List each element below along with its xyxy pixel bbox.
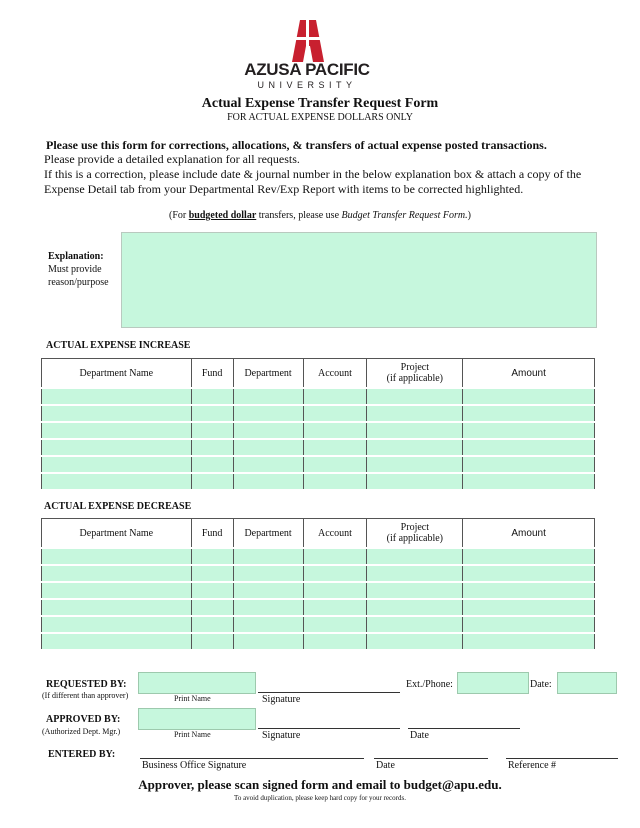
col-project bbox=[367, 359, 463, 389]
dept-name-cell[interactable] bbox=[42, 616, 192, 633]
col-department: Department bbox=[233, 519, 303, 549]
amount-cell[interactable] bbox=[463, 616, 595, 633]
requested-signature-line[interactable] bbox=[258, 692, 400, 693]
budgeted-dollar-link: budgeted dollar bbox=[188, 210, 257, 221]
approved-signature-label: Signature bbox=[262, 730, 301, 741]
table-row bbox=[42, 633, 595, 650]
explanation-title: Explanation: bbox=[48, 251, 104, 262]
amount-cell[interactable] bbox=[463, 405, 595, 422]
account-cell[interactable] bbox=[303, 388, 367, 405]
dept-name-cell[interactable] bbox=[42, 388, 192, 405]
requested-print-name-input[interactable] bbox=[138, 672, 256, 694]
amount-cell[interactable] bbox=[463, 582, 595, 599]
project-cell[interactable] bbox=[367, 565, 463, 582]
department-cell[interactable] bbox=[233, 422, 303, 439]
amount-cell[interactable] bbox=[463, 456, 595, 473]
decrease-table bbox=[41, 518, 595, 651]
col-project bbox=[367, 519, 463, 549]
account-cell[interactable] bbox=[303, 473, 367, 490]
fund-cell[interactable] bbox=[191, 388, 233, 405]
increase-title: ACTUAL EXPENSE INCREASE bbox=[46, 340, 191, 351]
project-cell[interactable] bbox=[367, 599, 463, 616]
approved-signature-line[interactable] bbox=[258, 728, 400, 729]
fund-cell[interactable] bbox=[191, 565, 233, 582]
amount-cell[interactable] bbox=[463, 633, 595, 650]
entered-date-label: Date bbox=[376, 760, 395, 771]
reference-line[interactable] bbox=[506, 758, 618, 759]
date-label: Date: bbox=[530, 679, 552, 690]
budget-note-prefix: (For bbox=[169, 210, 189, 221]
reference-label: Reference # bbox=[508, 760, 557, 771]
col-project-label: Project bbox=[400, 362, 429, 373]
department-cell[interactable] bbox=[233, 473, 303, 490]
col-fund: Fund bbox=[191, 359, 233, 389]
dept-name-cell[interactable] bbox=[42, 582, 192, 599]
amount-cell[interactable] bbox=[463, 548, 595, 565]
department-cell[interactable] bbox=[233, 405, 303, 422]
explanation-hint-2: reason/purpose bbox=[48, 277, 109, 288]
table-row bbox=[42, 439, 595, 456]
decrease-title: ACTUAL EXPENSE DECREASE bbox=[44, 501, 192, 512]
col-account: Account bbox=[303, 359, 367, 389]
dept-name-cell[interactable] bbox=[42, 456, 192, 473]
table-row bbox=[42, 456, 595, 473]
requested-date-input[interactable] bbox=[557, 672, 617, 694]
approved-date-label: Date bbox=[410, 730, 429, 741]
requested-by-label: REQUESTED BY: bbox=[46, 679, 127, 690]
account-cell[interactable] bbox=[303, 405, 367, 422]
project-cell[interactable] bbox=[367, 633, 463, 650]
budget-note bbox=[0, 210, 640, 221]
col-account: Account bbox=[303, 519, 367, 549]
amount-cell[interactable] bbox=[463, 422, 595, 439]
requested-by-note: (If different than approver) bbox=[42, 691, 129, 700]
fund-cell[interactable] bbox=[191, 582, 233, 599]
account-cell[interactable] bbox=[303, 456, 367, 473]
amount-cell[interactable] bbox=[463, 473, 595, 490]
department-cell[interactable] bbox=[233, 633, 303, 650]
requested-signature-label: Signature bbox=[262, 694, 301, 705]
project-cell[interactable] bbox=[367, 548, 463, 565]
account-cell[interactable] bbox=[303, 616, 367, 633]
account-cell[interactable] bbox=[303, 633, 367, 650]
amount-cell[interactable] bbox=[463, 439, 595, 456]
table-row bbox=[42, 422, 595, 439]
apu-logo-icon bbox=[288, 20, 328, 62]
table-row bbox=[42, 599, 595, 616]
fund-cell[interactable] bbox=[191, 439, 233, 456]
approved-date-line[interactable] bbox=[408, 728, 520, 729]
dept-name-cell[interactable] bbox=[42, 405, 192, 422]
col-department-name: Department Name bbox=[42, 519, 192, 549]
account-cell[interactable] bbox=[303, 599, 367, 616]
table-row bbox=[42, 405, 595, 422]
project-cell[interactable] bbox=[367, 405, 463, 422]
fund-cell[interactable] bbox=[191, 616, 233, 633]
project-cell[interactable] bbox=[367, 456, 463, 473]
col-department: Department bbox=[233, 359, 303, 389]
col-amount: Amount bbox=[463, 359, 595, 389]
account-cell[interactable] bbox=[303, 548, 367, 565]
department-cell[interactable] bbox=[233, 582, 303, 599]
department-cell[interactable] bbox=[233, 599, 303, 616]
explanation-hint-1: Must provide bbox=[48, 264, 102, 275]
department-cell[interactable] bbox=[233, 548, 303, 565]
col-fund: Fund bbox=[191, 519, 233, 549]
col-project-label: Project bbox=[400, 522, 429, 533]
fund-cell[interactable] bbox=[191, 633, 233, 650]
dept-name-cell[interactable] bbox=[42, 633, 192, 650]
entered-date-line[interactable] bbox=[374, 758, 488, 759]
table-row bbox=[42, 473, 595, 490]
amount-cell[interactable] bbox=[463, 565, 595, 582]
table-row bbox=[42, 565, 595, 582]
dept-name-cell[interactable] bbox=[42, 565, 192, 582]
approved-print-name-label: Print Name bbox=[174, 730, 211, 739]
table-row bbox=[42, 388, 595, 405]
account-cell[interactable] bbox=[303, 439, 367, 456]
explanation-input[interactable] bbox=[121, 232, 597, 328]
entered-by-label: ENTERED BY: bbox=[48, 749, 116, 760]
col-department-name: Department Name bbox=[42, 359, 192, 389]
fund-cell[interactable] bbox=[191, 405, 233, 422]
form-subtitle: FOR ACTUAL EXPENSE DOLLARS ONLY bbox=[227, 112, 413, 123]
amount-cell[interactable] bbox=[463, 388, 595, 405]
decrease-header-row bbox=[42, 519, 595, 549]
project-cell[interactable] bbox=[367, 439, 463, 456]
project-cell[interactable] bbox=[367, 582, 463, 599]
business-office-signature-line[interactable] bbox=[140, 758, 364, 759]
project-cell[interactable] bbox=[367, 388, 463, 405]
budget-form-name: Budget Transfer Request Form. bbox=[341, 210, 468, 221]
col-project-sub: (if applicable) bbox=[386, 373, 444, 384]
logo-subtitle: UNIVERSITY bbox=[257, 80, 357, 90]
table-row bbox=[42, 616, 595, 633]
project-cell[interactable] bbox=[367, 616, 463, 633]
department-cell[interactable] bbox=[233, 616, 303, 633]
col-project-sub: (if applicable) bbox=[386, 533, 444, 544]
approved-by-note: (Authorized Dept. Mgr.) bbox=[42, 727, 121, 736]
fund-cell[interactable] bbox=[191, 548, 233, 565]
form-title: Actual Expense Transfer Request Form bbox=[201, 96, 439, 111]
project-cell[interactable] bbox=[367, 473, 463, 490]
account-cell[interactable] bbox=[303, 565, 367, 582]
fund-cell[interactable] bbox=[191, 422, 233, 439]
budget-note-suffix: ) bbox=[467, 210, 471, 221]
department-cell[interactable] bbox=[233, 439, 303, 456]
instruction-line-1: Please provide a detailed explanation for all requests. bbox=[44, 152, 300, 166]
footer-instruction: Approver, please scan signed form and email to budget@apu.edu. bbox=[138, 777, 502, 792]
fund-cell[interactable] bbox=[191, 599, 233, 616]
account-cell[interactable] bbox=[303, 582, 367, 599]
ext-phone-input[interactable] bbox=[457, 672, 529, 694]
account-cell[interactable] bbox=[303, 422, 367, 439]
fund-cell[interactable] bbox=[191, 456, 233, 473]
department-cell[interactable] bbox=[233, 456, 303, 473]
instruction-line-2: If this is a correction, please include date & journal number in the below explanation box & attach a copy of the Expense Detail tab from your Departmental Rev/Exp Report with items to be corrected highlighted. bbox=[44, 167, 582, 196]
footer-note: To avoid duplication, please keep hard copy for your records. bbox=[234, 794, 406, 802]
requested-print-name-label: Print Name bbox=[174, 694, 211, 703]
dept-name-cell[interactable] bbox=[42, 599, 192, 616]
approved-print-name-input[interactable] bbox=[138, 708, 256, 730]
table-row bbox=[42, 582, 595, 599]
col-amount: Amount bbox=[463, 519, 595, 549]
department-cell[interactable] bbox=[233, 565, 303, 582]
dept-name-cell[interactable] bbox=[42, 548, 192, 565]
instruction-bold: Please use this form for corrections, allocations, & transfers of actual expense posted transactions. bbox=[46, 138, 547, 152]
fund-cell[interactable] bbox=[191, 473, 233, 490]
business-office-signature-label: Business Office Signature bbox=[142, 760, 247, 771]
ext-phone-label: Ext./Phone: bbox=[406, 679, 453, 690]
budget-note-middle: transfers, please use bbox=[256, 210, 342, 221]
dept-name-cell[interactable] bbox=[42, 473, 192, 490]
amount-cell[interactable] bbox=[463, 599, 595, 616]
project-cell[interactable] bbox=[367, 422, 463, 439]
dept-name-cell[interactable] bbox=[42, 439, 192, 456]
table-row bbox=[42, 548, 595, 565]
explanation-label bbox=[48, 250, 109, 289]
increase-table bbox=[41, 358, 595, 491]
approved-by-label: APPROVED BY: bbox=[46, 714, 121, 725]
logo-name: AZUSA PACIFIC bbox=[244, 60, 370, 79]
dept-name-cell[interactable] bbox=[42, 422, 192, 439]
department-cell[interactable] bbox=[233, 388, 303, 405]
increase-header-row bbox=[42, 359, 595, 389]
